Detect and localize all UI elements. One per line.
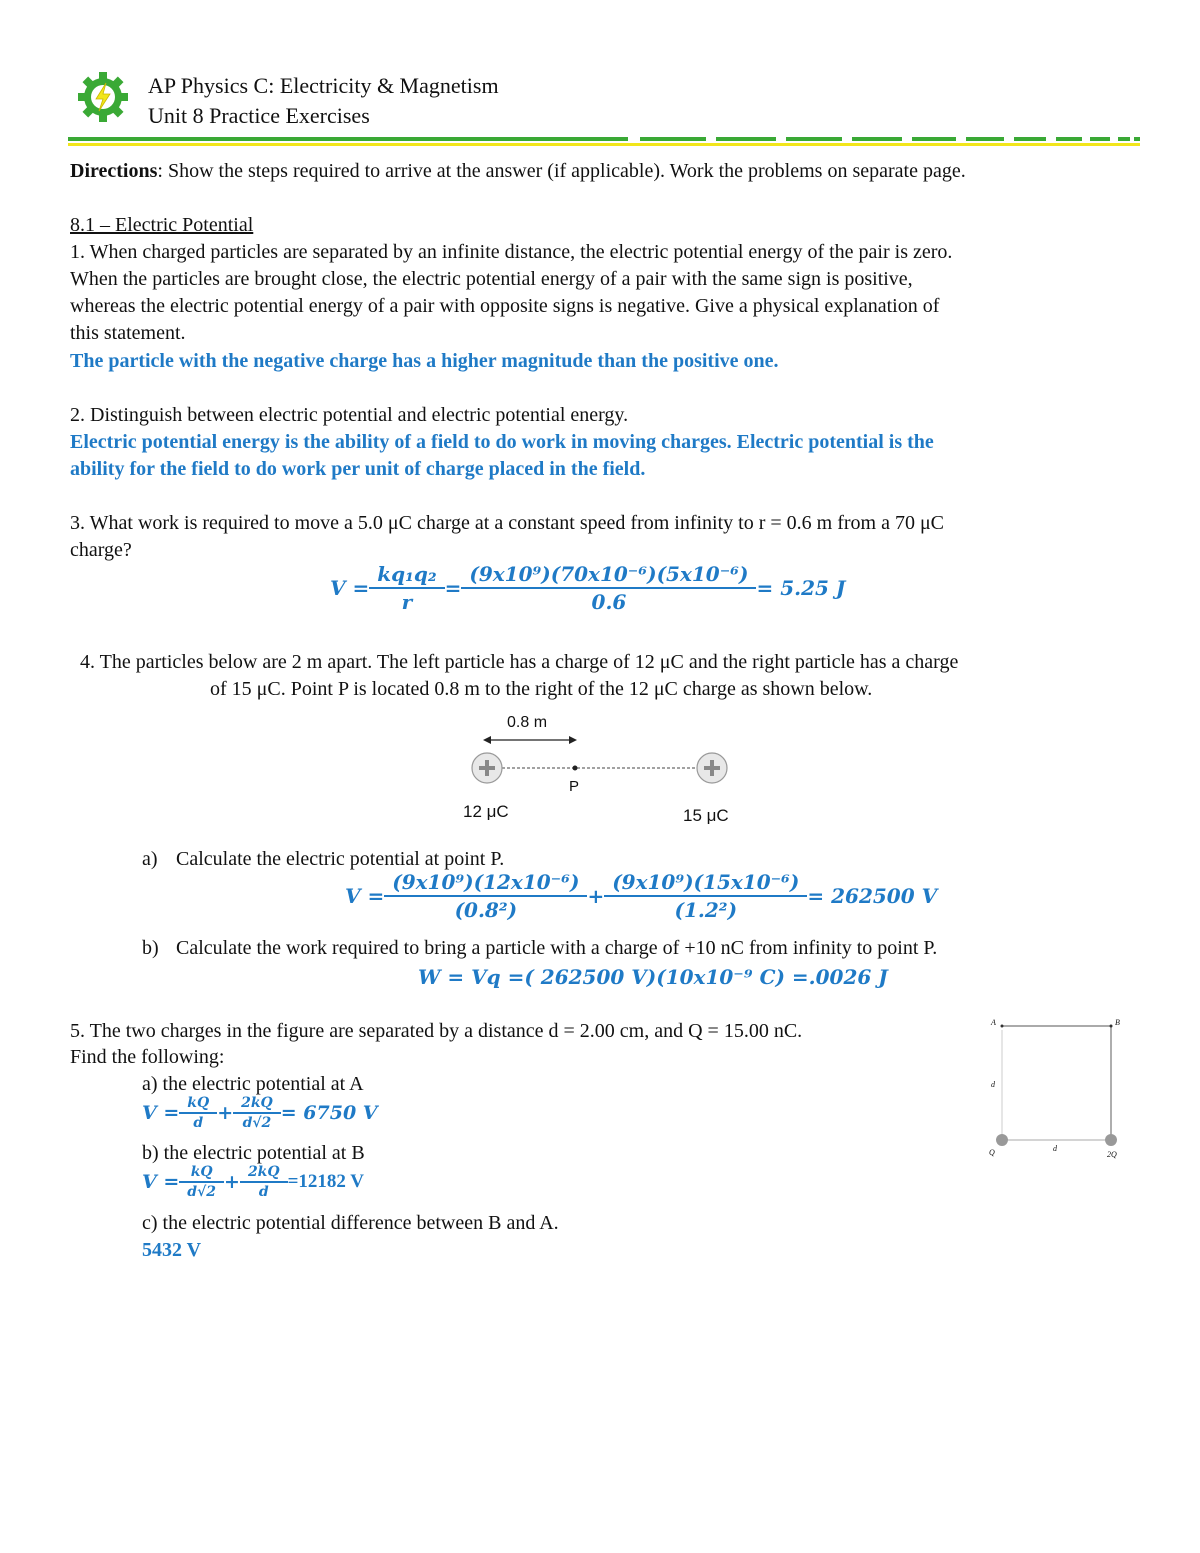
eq-numerator: 2kQ bbox=[241, 1095, 273, 1111]
right-charge-label: 15 μC bbox=[683, 806, 729, 825]
eq-result: = 5.25 J bbox=[756, 576, 846, 600]
q4-figure bbox=[455, 712, 745, 830]
eq-result: = 6750 V bbox=[280, 1102, 378, 1124]
eq-numerator: (9x10⁹)(70x10⁻⁶)(5x10⁻⁶) bbox=[469, 562, 749, 586]
eq-denominator: (1.2²) bbox=[604, 895, 807, 922]
q5-figure bbox=[985, 1018, 1130, 1168]
eq-plus: + bbox=[587, 884, 605, 908]
eq-denominator: d bbox=[179, 1112, 217, 1131]
eq-fraction bbox=[388, 870, 583, 922]
q5c-text: c) the electric potential difference between B and A. bbox=[142, 1212, 559, 1234]
eq-result: = 262500 V bbox=[807, 884, 938, 908]
q3-equation bbox=[330, 562, 845, 614]
q5-line: Find the following: bbox=[70, 1046, 225, 1068]
q5-line: 5. The two charges in the figure are separated by a distance d = 2.00 cm, and Q = 15.00 nC. bbox=[70, 1020, 803, 1042]
distance-label: 0.8 m bbox=[507, 714, 548, 731]
header-divider bbox=[68, 131, 1140, 143]
q4b-text: Calculate the work required to bring a particle with a charge of +10 nC from infinity to point P. bbox=[176, 937, 938, 959]
eq-fraction bbox=[465, 562, 752, 614]
eq-result: =12182 V bbox=[287, 1171, 365, 1192]
eq-lhs: V = bbox=[142, 1171, 180, 1193]
label-q: Q bbox=[989, 1148, 995, 1157]
eq-fraction bbox=[373, 562, 440, 614]
doc-title: AP Physics C: Electricity & Magnetism bbox=[148, 73, 499, 98]
eq-denominator: d√2 bbox=[179, 1181, 224, 1200]
eq-numerator: 2kQ bbox=[247, 1164, 280, 1180]
q4-line: of 15 μC. Point P is located 0.8 m to the right of the 12 μC charge as shown below. bbox=[210, 678, 873, 700]
q5b-text: b) the electric potential at B bbox=[142, 1142, 365, 1164]
point-p-label: P bbox=[569, 778, 580, 795]
q1-line: this statement. bbox=[70, 322, 186, 344]
q4-line: 4. The particles below are 2 m apart. The left particle has a charge of 12 μC and the right particle has a charge bbox=[80, 651, 959, 673]
eq-lhs: V = bbox=[142, 1102, 180, 1124]
eq-denominator: d√2 bbox=[233, 1112, 281, 1131]
q2-question: 2. Distinguish between electric potential and electric potential energy. bbox=[70, 404, 629, 426]
eq-numerator: kQ bbox=[187, 1095, 210, 1111]
label-2q: 2Q bbox=[1107, 1150, 1117, 1159]
label-a: A bbox=[991, 1018, 996, 1027]
eq-denominator: 0.6 bbox=[461, 587, 756, 614]
eq-plus: + bbox=[224, 1171, 240, 1193]
q5a-text: a) the electric potential at A bbox=[142, 1073, 364, 1095]
q4a-label: a) bbox=[142, 848, 158, 870]
q1-answer: The particle with the negative charge has a higher magnitude than the positive one. bbox=[70, 350, 779, 372]
eq-fraction bbox=[183, 1095, 213, 1131]
q5a-equation bbox=[142, 1095, 378, 1131]
eq-plus: + bbox=[217, 1102, 234, 1124]
q5b-equation bbox=[142, 1164, 364, 1200]
eq-numerator: (9x10⁹)(12x10⁻⁶) bbox=[392, 870, 580, 894]
eq-denominator: d bbox=[240, 1181, 288, 1200]
right-charge-icon bbox=[697, 753, 727, 783]
directions-text: : Show the steps required to arrive at the answer (if applicable). Work the problems on separate page. bbox=[157, 160, 966, 182]
left-charge-icon bbox=[472, 753, 502, 783]
q3-line: charge? bbox=[70, 539, 132, 561]
q4a-equation bbox=[345, 870, 937, 922]
eq-fraction bbox=[244, 1164, 284, 1200]
eq-numerator: (9x10⁹)(15x10⁻⁶) bbox=[612, 870, 800, 894]
q5c-answer: 5432 V bbox=[142, 1239, 202, 1261]
eq-numerator: kq₁q₂ bbox=[377, 562, 437, 586]
doc-subtitle: Unit 8 Practice Exercises bbox=[148, 103, 370, 128]
q1-line: When the particles are brought close, the electric potential energy of a pair with the same sign is positive, bbox=[70, 268, 913, 290]
q2-answer-line: ability for the field to do work per unit of charge placed in the field. bbox=[70, 458, 646, 480]
eq-fraction bbox=[183, 1164, 220, 1200]
gear-icon bbox=[76, 70, 130, 124]
eq-lhs: V = bbox=[330, 576, 370, 600]
left-charge-label: 12 μC bbox=[463, 802, 509, 821]
label-d-bottom: d bbox=[1053, 1144, 1057, 1153]
eq-fraction bbox=[608, 870, 803, 922]
section-title: 8.1 – Electric Potential bbox=[70, 214, 254, 236]
eq-fraction bbox=[237, 1095, 277, 1131]
directions bbox=[70, 160, 966, 183]
eq-lhs: V = bbox=[345, 884, 385, 908]
eq-denominator: (0.8²) bbox=[384, 895, 587, 922]
q4b-equation: W = Vq =( 262500 V)(10x10⁻⁹ C) =.0026 J bbox=[418, 965, 888, 989]
eq-denominator: r bbox=[369, 587, 444, 614]
eq-numerator: kQ bbox=[190, 1164, 213, 1180]
q2-answer-line: Electric potential energy is the ability of a field to do work in moving charges. Electric potential is the bbox=[70, 431, 934, 453]
q3-line: 3. What work is required to move a 5.0 μC charge at a constant speed from infinity to r = 0.6 m from a 70 μC bbox=[70, 512, 945, 534]
q4b-label: b) bbox=[142, 937, 159, 959]
q1-line: whereas the electric potential energy of a pair with opposite signs is negative. Give a physical explanation of bbox=[70, 295, 940, 317]
eq-equals: = bbox=[444, 576, 462, 600]
q1-line: 1. When charged particles are separated by an infinite distance, the electric potential energy of the pair is zero. bbox=[70, 241, 953, 263]
directions-label: Directions bbox=[70, 160, 158, 182]
header-logo bbox=[76, 70, 130, 124]
q4a-text: Calculate the electric potential at point P. bbox=[176, 848, 505, 870]
label-b: B bbox=[1115, 1018, 1120, 1027]
label-d-side: d bbox=[991, 1080, 995, 1089]
